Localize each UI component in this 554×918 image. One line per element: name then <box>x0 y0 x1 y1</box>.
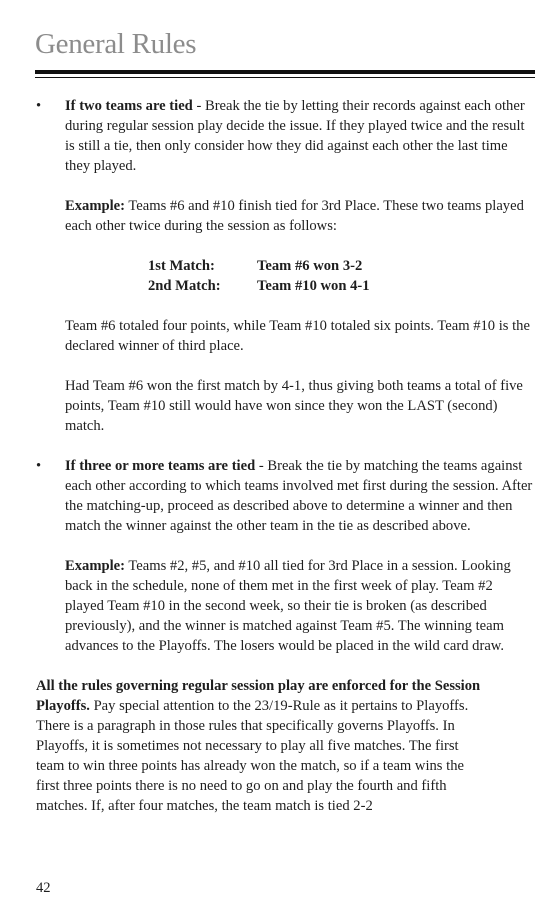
rule-text: - Break the tie by matching the teams against each other according to which teams involved met first during the session. After the matching-up, proceed as described above to determine a winner and then match the winner against the other team in the tie as described above. <box>65 458 533 534</box>
playoffs-text: Pay special attention to the 23/19-Rule as it pertains to Playoffs. There is a paragraph in those rules that specifically governs Playoffs. In Playoffs, it is sometimes not necessary to play all five matches. The first team to win three points has already won the match, so if a team wins the first three points there is no need to go on and play the fourth and fifth matches. If, after four matches, the team match is tied 2-2 <box>36 698 469 814</box>
rule-paragraph <box>65 96 534 176</box>
example-label: Example: <box>65 198 125 214</box>
playoffs-paragraph <box>0 676 554 816</box>
page-title: General Rules <box>35 28 197 60</box>
table-row <box>148 256 370 276</box>
page-number: 42 <box>36 880 51 896</box>
bullet-marker: • <box>36 98 42 114</box>
rule-two-teams-tied <box>0 96 554 436</box>
rule-three-teams-tied <box>0 456 554 656</box>
example-paragraph <box>65 556 534 656</box>
page-content <box>0 96 554 816</box>
match-label: 2nd Match: <box>148 278 221 294</box>
rule-lead: If two teams are tied <box>65 98 193 114</box>
example-paragraph <box>65 196 534 236</box>
match-results-table <box>148 256 370 296</box>
example-text: Teams #2, #5, and #10 all tied for 3rd Place in a session. Looking back in the schedule, none of them met in the first week of play. Team #2 played Team #10 in the second week, so their tie is broken (as described previously), and the winner is matched against Team #5. The winning team advances to the Playoffs. The losers would be placed in the wild card draw. <box>65 558 511 654</box>
example-text: Teams #6 and #10 finish tied for 3rd Place. These two teams played each other twice during the session as follows: <box>65 198 524 234</box>
match-result: Team #6 won 3-2 <box>257 258 363 274</box>
table-row <box>148 276 370 296</box>
title-rule-thin <box>35 77 535 78</box>
match-result: Team #10 won 4-1 <box>257 278 370 294</box>
totals-paragraph: Team #6 totaled four points, while Team #10 totaled six points. Team #10 is the declared winner of third place. <box>65 318 530 354</box>
match-label: 1st Match: <box>148 258 215 274</box>
bullet-marker: • <box>36 458 42 474</box>
had-paragraph: Had Team #6 won the first match by 4-1, thus giving both teams a total of five points, Team #10 still would have won since they won the LAST (second) match. <box>65 378 523 434</box>
playoffs-lead: All the rules governing regular session play are enforced for the Session Playoffs. <box>36 678 481 714</box>
rule-lead: If three or more teams are tied <box>65 458 256 474</box>
rule-text: - Break the tie by letting their records against each other during regular session play decide the issue. If they played twice and the result is still a tie, then only consider how they did against each other the last time they played. <box>65 98 525 174</box>
rule-paragraph <box>65 456 534 536</box>
title-rule-thick <box>35 70 535 74</box>
example-label: Example: <box>65 558 125 574</box>
